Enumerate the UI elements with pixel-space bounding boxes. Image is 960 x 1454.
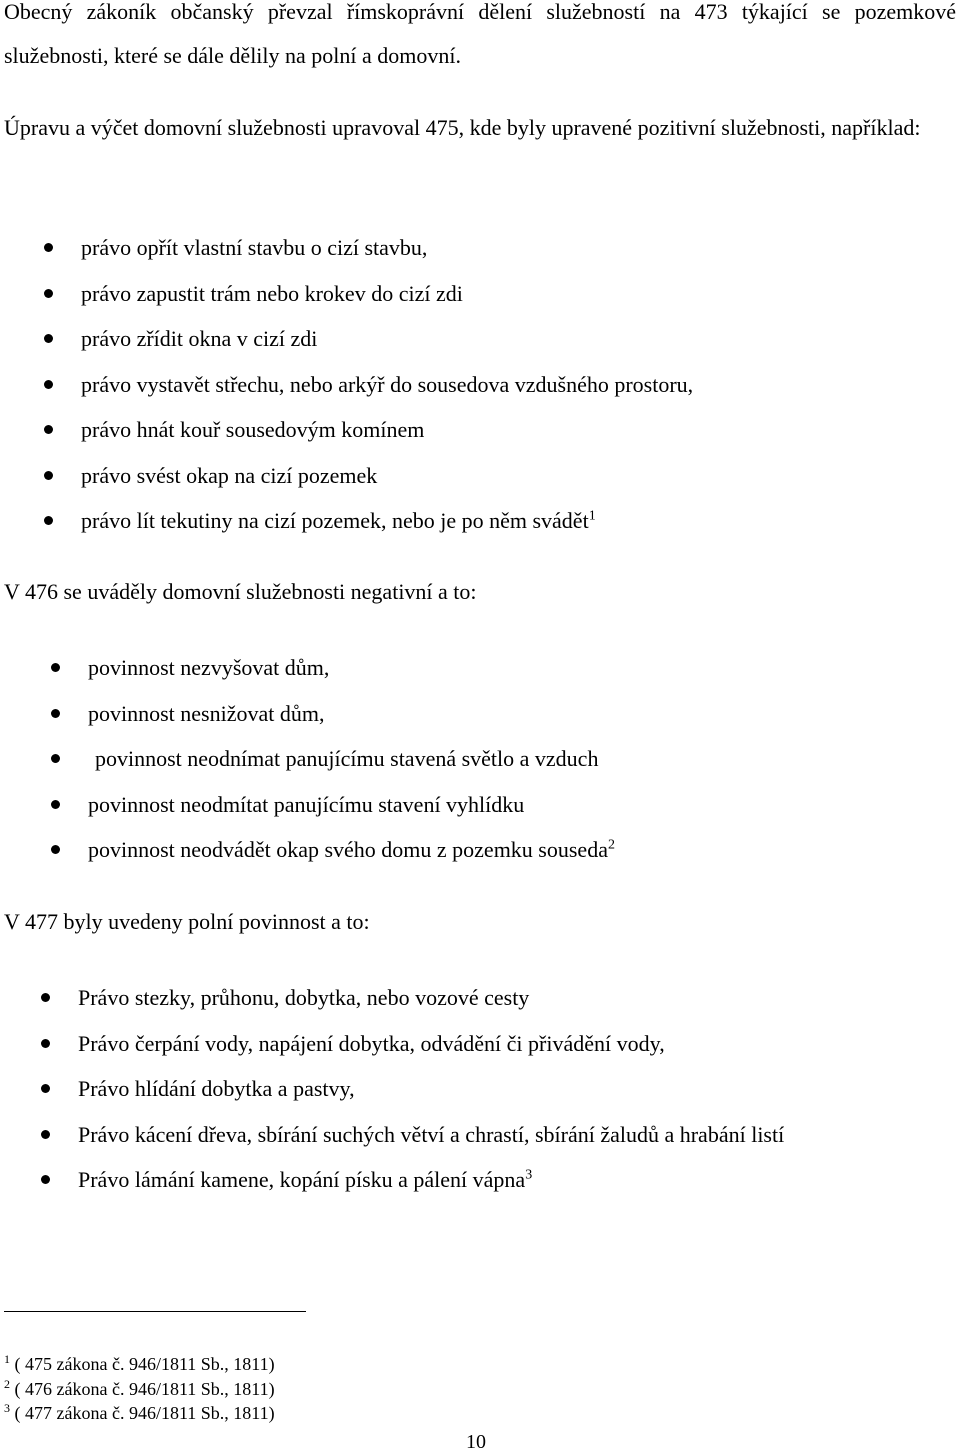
footnotes xyxy=(4,1352,275,1426)
paragraph-positive-servitudes: Úpravu a výčet domovní služebnosti upravoval 475, kde byly upravené pozitivní služebnosti, například: xyxy=(4,115,921,140)
bullet-icon xyxy=(44,334,53,343)
list-item: právo zřídit okna v cizí zdi xyxy=(81,316,693,362)
paragraph-field-servitudes: V 477 byly uvedeny polní povinnost a to: xyxy=(4,909,370,934)
footnote: $^3$ ( 477 zákona č. 946/1811 Sb., 1811) xyxy=(4,1401,275,1423)
bullet-icon xyxy=(51,754,60,763)
list-item: právo svést okap na cizí pozemek xyxy=(81,453,693,499)
list-item: Právo stezky, průhonu, dobytka, nebo vozové cesty xyxy=(78,975,784,1021)
list-item: právo opřít vlastní stavbu o cizí stavbu, xyxy=(81,225,693,271)
list-item: povinnost neodnímat panujícímu stavená světlo a vzduch xyxy=(88,736,615,782)
positive-servitudes-list xyxy=(81,225,693,544)
list-item: právo vystavět střechu, nebo arkýř do sousedova vzdušného prostoru, xyxy=(81,362,693,408)
bullet-icon xyxy=(41,993,50,1002)
bullet-icon xyxy=(44,243,53,252)
paragraph-intro: Obecný zákoník občanský převzal římskoprávní dělení služebností na 473 týkající se pozemkové služebnosti, které se dále dělily na polní a domovní. xyxy=(4,0,956,68)
list-item: povinnost neodvádět okap svého domu z pozemku souseda$^2$ xyxy=(88,827,615,873)
bullet-icon xyxy=(41,1039,50,1048)
bullet-icon xyxy=(51,663,60,672)
list-item: povinnost neodmítat panujícímu stavení vyhlídku xyxy=(88,782,615,828)
bullet-icon xyxy=(51,845,60,854)
bullet-icon xyxy=(44,516,53,525)
list-item: právo hnát kouř sousedovým komínem xyxy=(81,407,693,453)
bullet-icon xyxy=(44,425,53,434)
list-item: právo lít tekutiny na cizí pozemek, nebo je po něm svádět$^1$ xyxy=(81,498,693,544)
list-item: právo zapustit trám nebo krokev do cizí zdi xyxy=(81,271,693,317)
bullet-icon xyxy=(44,471,53,480)
negative-servitudes-list xyxy=(88,645,615,873)
bullet-icon xyxy=(44,380,53,389)
bullet-icon xyxy=(51,800,60,809)
list-item: Právo lámání kamene, kopání písku a pálení vápna$^3$ xyxy=(78,1157,784,1203)
list-item: Právo hlídání dobytka a pastvy, xyxy=(78,1066,784,1112)
list-item: Právo čerpání vody, napájení dobytka, odvádění či přivádění vody, xyxy=(78,1021,784,1067)
bullet-icon xyxy=(41,1084,50,1093)
footnote-ref: 1 xyxy=(588,508,596,524)
footnote-separator xyxy=(4,1311,306,1312)
bullet-icon xyxy=(44,289,53,298)
footnote-ref: 3 xyxy=(525,1167,533,1183)
paragraph-negative-servitudes: V 476 se uváděly domovní služebnosti negativní a to: xyxy=(4,579,477,604)
bullet-icon xyxy=(51,709,60,718)
page-number: 10 xyxy=(466,1431,486,1453)
list-item: povinnost nezvyšovat dům, xyxy=(88,645,615,691)
list-item: povinnost nesnižovat dům, xyxy=(88,691,615,737)
field-servitudes-list xyxy=(78,975,784,1203)
list-item: Právo kácení dřeva, sbírání suchých větví a chrastí, sbírání žaludů a hrabání listí xyxy=(78,1112,784,1158)
bullet-icon xyxy=(41,1175,50,1184)
footnote-ref: 2 xyxy=(607,837,615,853)
footnote: $^2$ ( 476 zákona č. 946/1811 Sb., 1811) xyxy=(4,1376,275,1399)
bullet-icon xyxy=(41,1130,50,1139)
footnote: $^1$ ( 475 zákona č. 946/1811 Sb., 1811) xyxy=(4,1352,275,1374)
